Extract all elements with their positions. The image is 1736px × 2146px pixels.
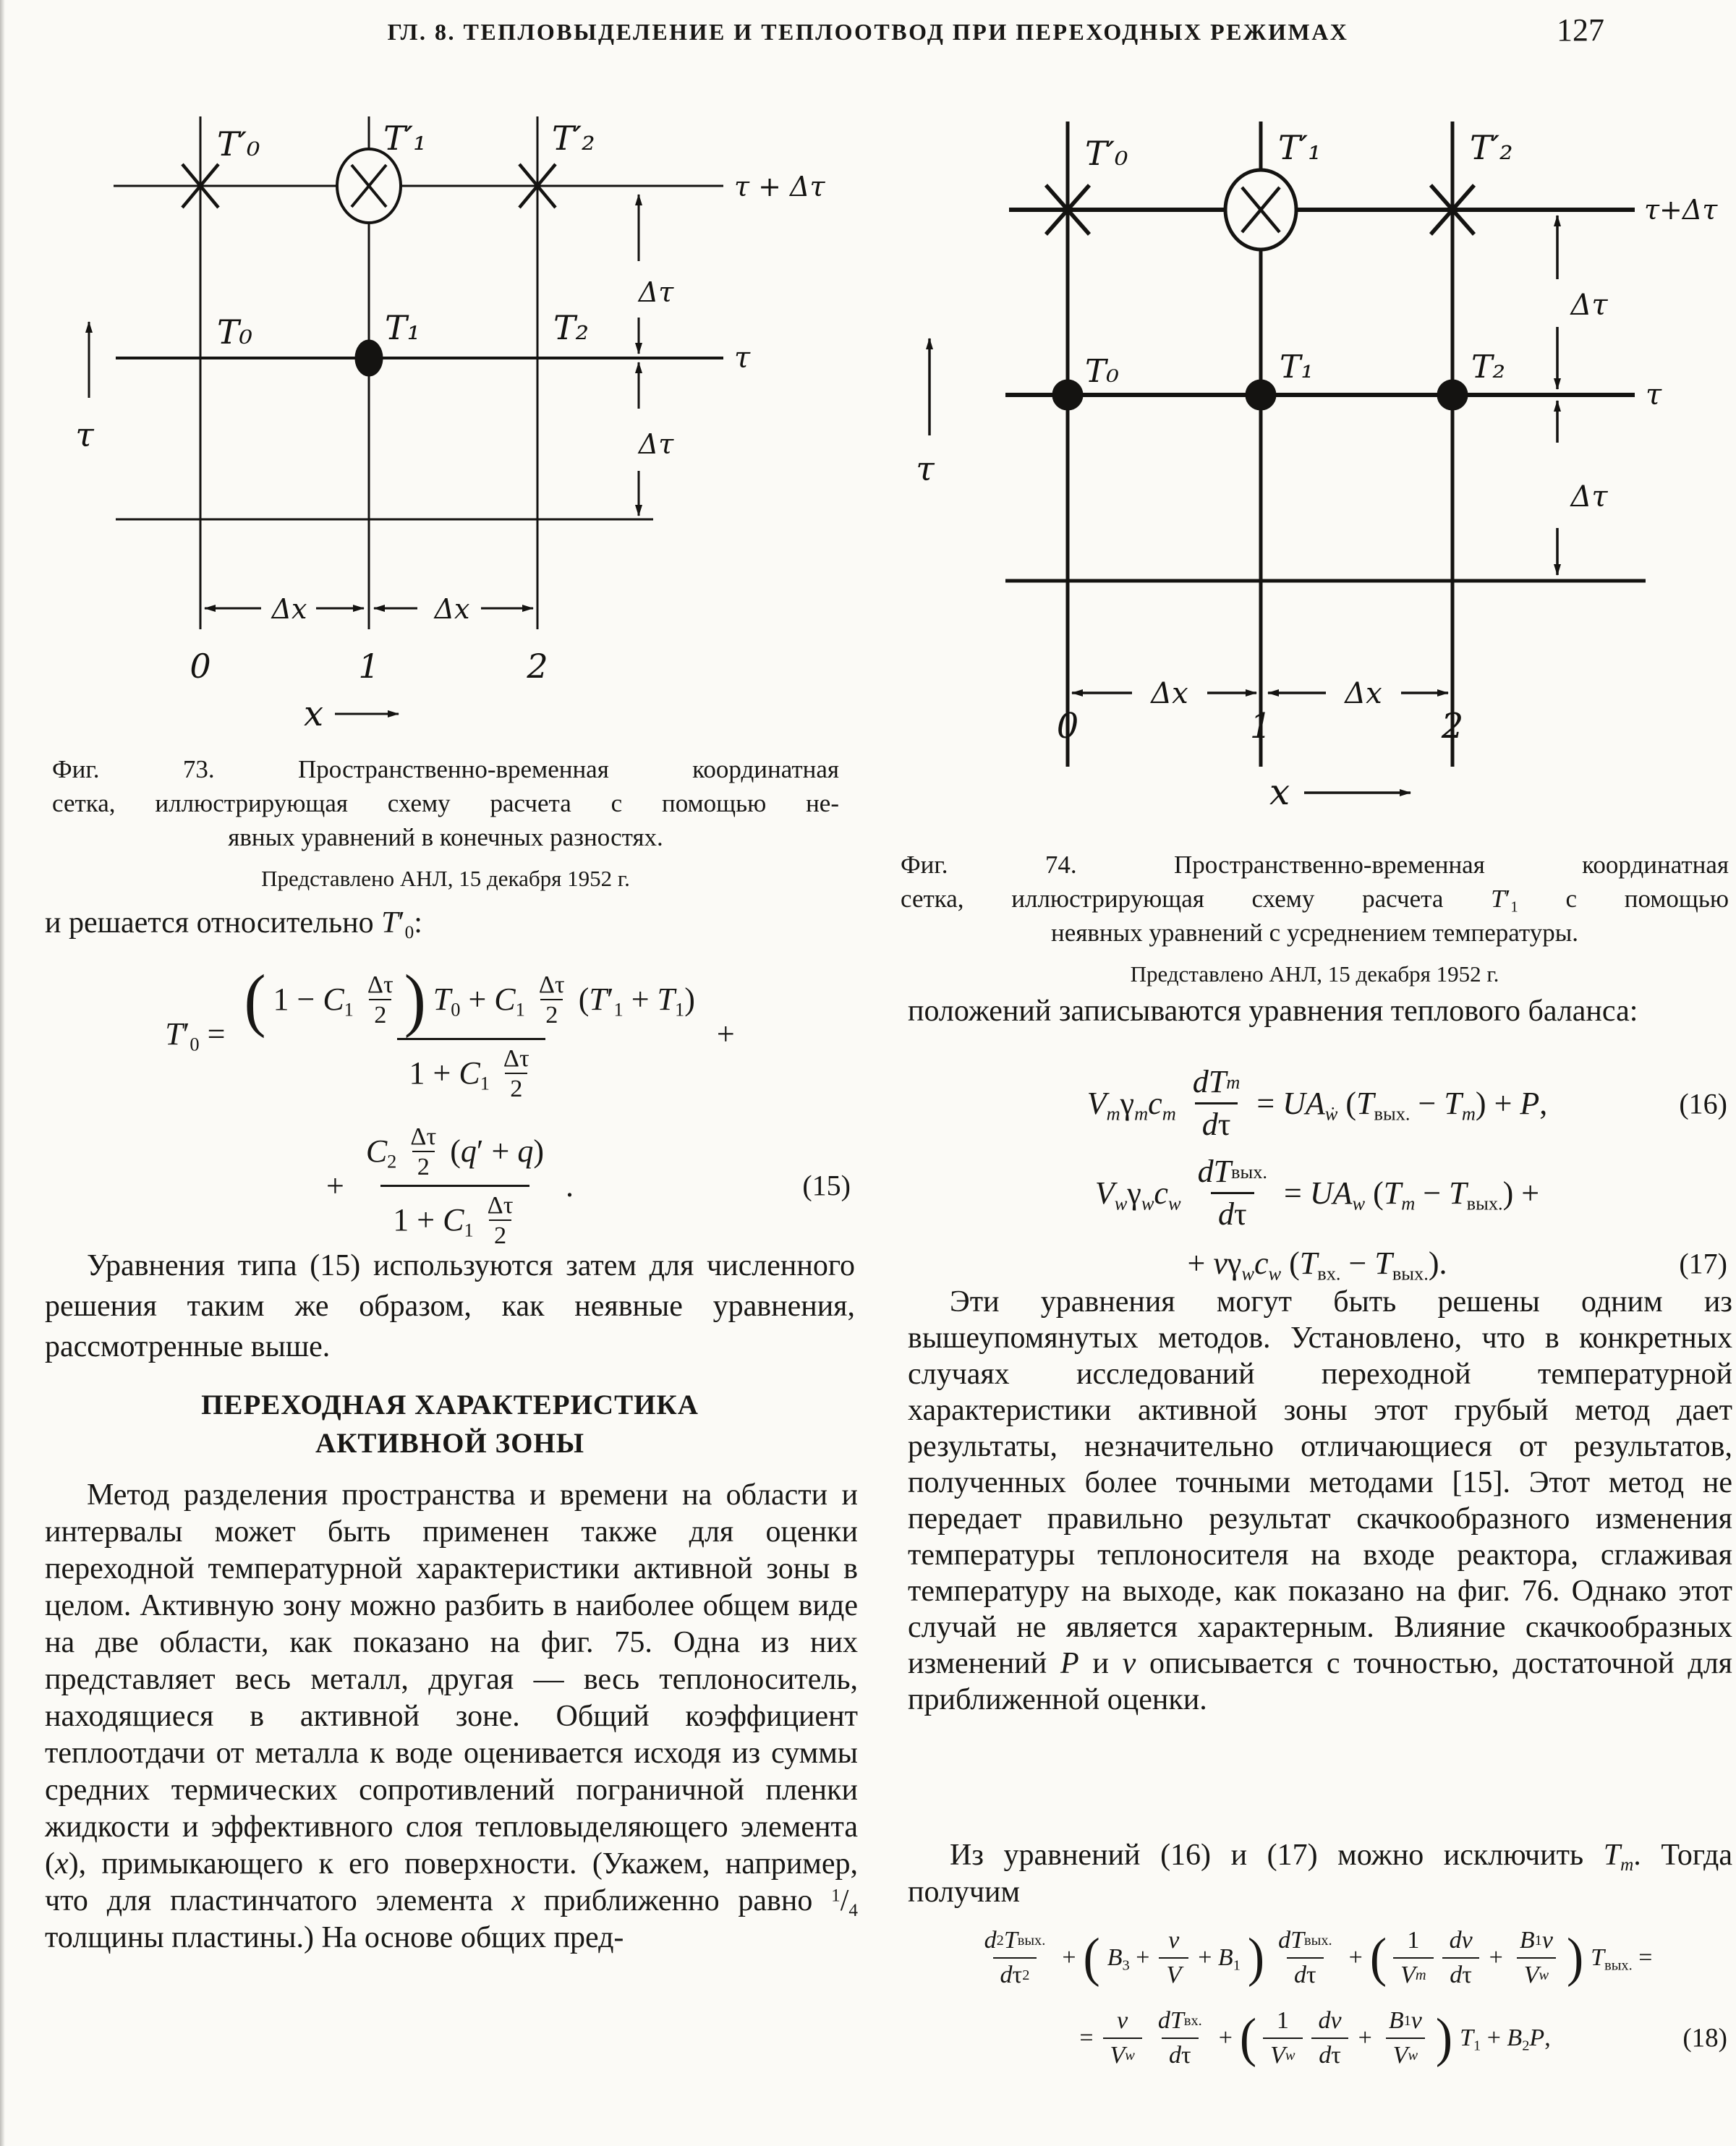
denominator <box>397 1038 545 1107</box>
fig73-tick-0: 0 <box>190 647 211 686</box>
plus-sign: + <box>1062 1943 1076 1971</box>
math-token: $T_0 + C_1$ <box>433 982 525 1021</box>
plus-sign: + <box>1489 1943 1503 1971</box>
fig73-tick-2: 2 <box>527 647 548 686</box>
section-heading <box>45 1386 855 1462</box>
fig74-credit: Представлено АНЛ, 15 декабря 1952 г. <box>1130 961 1499 987</box>
fig73-label-tau-plus-dtau: τ + Δτ <box>734 171 825 203</box>
fig73-label-t0-prime: T′₀ <box>217 124 260 163</box>
fig74-label-t1: T₁ <box>1280 349 1314 386</box>
fig73-label-t2-prime: T′₂ <box>552 119 595 158</box>
fig73-circled-x-marker <box>337 149 401 223</box>
fig74-tick-0: 0 <box>1056 706 1079 746</box>
fig74-label-dtau-upper: Δτ <box>1570 289 1608 322</box>
fraction: 1 V m <box>1393 1924 1434 1991</box>
left-paragraph-2: Метод разделения пространства и времени на области и интервалы может быть применен также для оценки переходной температурной характеристики активной зоны в целом. Активную зону можно разбить в наиболее общем виде на две области, как показано на фиг. 75. Одна из них представляет весь металл, другая — весь теплоноситель, находящиеся в активной зоне. Общий коэффициент теплоотдачи от металла к воде оценивается исходя из суммы средних термических сопротивлений пограничной пленки жидкости и эффективного слоя тепловыделяющего элемента (x), примыкающего к его поверхности. (Укажем, например, что для пластинчатого элемента x приближенно равно $^1/_4$ толщины пластины.) На основе общих пред- <box>45 1478 858 1954</box>
math-token: $T_1 + B_2P$, <box>1460 2024 1551 2054</box>
right-paren: ) <box>1247 1927 1265 1988</box>
caption-line: сетка, иллюстрирующая схему расчета с помощью не- <box>52 789 839 817</box>
caption-line: Фиг. 73. Пространственно-временная координатная <box>52 755 839 783</box>
fig74-label-t0-prime: T′₀ <box>1085 134 1128 173</box>
plus-sign: + <box>1348 1943 1363 1971</box>
fraction: dv d τ <box>1311 2004 1349 2072</box>
fig74-tick-1: 1 <box>1249 706 1272 746</box>
caption-line: Фиг. 74. Пространственно-временная координатная <box>901 851 1729 879</box>
fraction: dv d τ <box>1442 1924 1480 1991</box>
fig74-label-x-axis: x <box>1269 771 1290 813</box>
equation-number: (17) <box>1679 1247 1727 1280</box>
fig73-label-dx-left: Δx <box>271 593 307 625</box>
right-paren: ) <box>1435 2007 1453 2069</box>
plus-sign: + <box>1218 2024 1233 2052</box>
fraction: v V w <box>1103 2004 1142 2072</box>
math-token: = $UA_w$ $(T_m - T_{вых.})$ + <box>1284 1175 1540 1214</box>
math-token: $C_2$ <box>365 1133 397 1172</box>
math-token: $V_w\gamma_wc_w$ <box>1094 1175 1181 1214</box>
fig74-label-t2-prime: T′₂ <box>1470 128 1513 167</box>
fraction: d 2 T вых. d τ 2 <box>977 1924 1053 1991</box>
equation-number: (15) <box>802 1169 851 1202</box>
fig73-credit: Представлено АНЛ, 15 декабря 1952 г. <box>261 866 630 891</box>
math-lhs: $T'_0$ = <box>165 1016 226 1055</box>
math-token: $B_3$ + <box>1107 1943 1150 1974</box>
fig74-diagram <box>893 101 1732 850</box>
numerator <box>354 1118 556 1185</box>
caption-line: сетка, иллюстрирующая схему расчета $T'_1$ с помощью <box>901 885 1729 916</box>
left-paragraph-1: Уравнения типа (15) используются затем для численного решения таким же образом, как неявные уравнения, рассмотренные выше. <box>45 1249 855 1363</box>
caption-line: неявных уравнений с усреднением температуры. <box>1051 919 1578 947</box>
page-number: 127 <box>1557 12 1604 48</box>
dtau-over-2: Δτ 2 <box>487 1191 514 1249</box>
equation-17 <box>903 1151 1732 1285</box>
scan-edge-artifact <box>0 0 5 2146</box>
dtau-over-2: Δτ 2 <box>367 971 393 1029</box>
caption-line: явных уравнений в конечных разностях. <box>228 823 663 851</box>
equation-number: (16) <box>1679 1087 1727 1120</box>
left-paren: ( <box>1369 1927 1387 1988</box>
math-token: $V_m\gamma_mc_m$ <box>1086 1086 1176 1125</box>
fig73-label-dtau-upper: Δτ <box>638 276 674 308</box>
fig74-circled-x-marker <box>1225 170 1296 250</box>
fig74-label-dtau-lower: Δτ <box>1570 480 1608 514</box>
equation-18-line-1 <box>898 1924 1732 1991</box>
left-paren: ( <box>244 960 266 1039</box>
plus-sign: + <box>1358 2024 1372 2052</box>
fig73-tick-1: 1 <box>358 647 380 686</box>
math-token: (q′ + q) <box>450 1133 544 1169</box>
left-paren: ( <box>1239 2007 1257 2069</box>
fig73-label-dx-right: Δx <box>434 593 470 625</box>
left-paren: ( <box>1083 1927 1100 1988</box>
math-token: $1 + C_1$ <box>409 1055 490 1094</box>
fig74-label-tau-axis: τ <box>916 449 935 488</box>
fig74-label-tau-plus-dtau: τ+Δτ <box>1644 194 1718 226</box>
fraction: dT вых. d τ <box>1271 1924 1340 1991</box>
fraction: 1 V w <box>1263 2004 1302 2072</box>
fraction: B 1 v V w <box>1512 1924 1560 1991</box>
fig74-label-t2: T₂ <box>1471 349 1505 386</box>
right-paren: ) <box>1566 1927 1584 1988</box>
equation-number: (18) <box>1682 2023 1727 2053</box>
equation-16-line <box>903 1062 1732 1145</box>
equation-15 <box>45 962 855 1253</box>
equals-sign: = <box>1079 2024 1094 2052</box>
math-token: $(T'_1 + T_1)$ <box>578 982 695 1021</box>
fraction: $\frac{v}{V}$ <box>1159 1924 1188 1991</box>
equation-15-line-1 <box>45 962 855 1107</box>
fig73-axes-arrows <box>89 322 399 714</box>
equation-17-line-2 <box>903 1245 1732 1285</box>
plus-sign: + <box>326 1167 344 1204</box>
fraction: dT вых. d τ <box>1191 1151 1275 1235</box>
fig74-label-dx-left: Δx <box>1151 677 1188 710</box>
fig74-label-t0: T₀ <box>1085 353 1119 390</box>
dtau-over-2: Δτ 2 <box>410 1122 437 1180</box>
main-fraction <box>234 962 707 1107</box>
equation-18-line-2 <box>898 2004 1732 2072</box>
right-paren: ) <box>404 960 426 1039</box>
right-paragraph-0: положений записываются уравнения теплового баланса: <box>908 995 1638 1028</box>
fig74-label-tau-row: τ <box>1646 378 1662 412</box>
dtau-over-2: Δτ 2 <box>538 971 565 1029</box>
section-heading-line: ПЕРЕХОДНАЯ ХАРАКТЕРИСТИКА <box>201 1389 699 1421</box>
equation-18 <box>898 1924 1732 2072</box>
numerator <box>234 962 707 1038</box>
math-token: $T_{вых.}$ = <box>1591 1943 1653 1974</box>
right-paragraph-2: Из уравнений (16) и (17) можно исключить $T_m$. Тогда получим <box>908 1839 1732 1909</box>
equation-15-line-2 <box>45 1118 855 1253</box>
left-intro-text: и решается относительно $T'_0$: <box>45 906 422 943</box>
equation-16 <box>903 1062 1732 1145</box>
fig73-label-t1-prime: T′₁ <box>383 119 427 158</box>
fig73-label-t0: T₀ <box>217 312 253 352</box>
second-fraction <box>354 1118 556 1253</box>
math-token: $1 - C_1$ <box>273 982 354 1021</box>
fig74-label-dx-right: Δx <box>1345 677 1382 710</box>
fig74-caption <box>901 848 1729 991</box>
fig74-grid-lines <box>1005 122 1646 767</box>
denominator <box>380 1185 529 1253</box>
fig73-caption <box>52 752 839 895</box>
math-token: + $v\gamma_wc_w$ $(T_{вх.} - T_{вых.})$. <box>1187 1246 1447 1285</box>
fig73-label-dtau-lower: Δτ <box>638 428 674 460</box>
math-token: = $UA_ẇ$ $(T_{вых.} - T_m) + P$, <box>1256 1086 1548 1125</box>
fraction: dT вх. d τ <box>1151 2004 1209 2072</box>
fig73-label-tau-axis: τ <box>75 415 94 454</box>
math-token: + $B_1$ <box>1198 1943 1241 1974</box>
fig73-label-t1: T₁ <box>385 308 421 347</box>
dtau-over-2: Δτ 2 <box>503 1044 529 1102</box>
fig73-label-tau-row: τ <box>734 341 751 375</box>
right-paragraph-1: Эти уравнения могут быть решены одним из вышеупомянутых методов. Установлено, что в конкретных случаях исследований переходной температурной характеристики активной зоны этот грубый метод дает результаты, незначительно отличающиеся от результатов, полученных более точными методами [15]. Этот метод не передает правильно результат скачкообразного изменения температуры теплоносителя на входе реактора, сглаживая температуру на выходе, как показано на фиг. 76. Однако этот случай не является характерным. Влияние скачкообразных изменений P и v описывается с точностью, достаточной для приближенной оценки. <box>908 1285 1732 1716</box>
equation-17-line-1 <box>903 1151 1732 1235</box>
fig74-tick-2: 2 <box>1441 706 1464 746</box>
plus-sign: + <box>716 1016 735 1052</box>
period: . <box>566 1167 574 1204</box>
section-heading-line: АКТИВНОЙ ЗОНЫ <box>315 1428 585 1459</box>
fig73-label-x-axis: x <box>304 694 324 734</box>
fig74-axes-arrows <box>929 338 1410 793</box>
fig73-label-t2: T₂ <box>553 308 590 347</box>
fig73-node-dot <box>355 340 383 376</box>
fraction: dT m d τ <box>1186 1062 1248 1145</box>
chapter-header: ГЛ. 8. ТЕПЛОВЫДЕЛЕНИЕ И ТЕПЛООТВОД ПРИ ПЕРЕХОДНЫХ РЕЖИМАХ <box>387 19 1349 45</box>
math-token: $1 + C_1$ <box>393 1201 474 1241</box>
fig73-diagram <box>47 69 843 763</box>
fig74-label-t1-prime: T′₁ <box>1278 128 1322 167</box>
fraction: B 1 v V w <box>1382 2004 1429 2072</box>
